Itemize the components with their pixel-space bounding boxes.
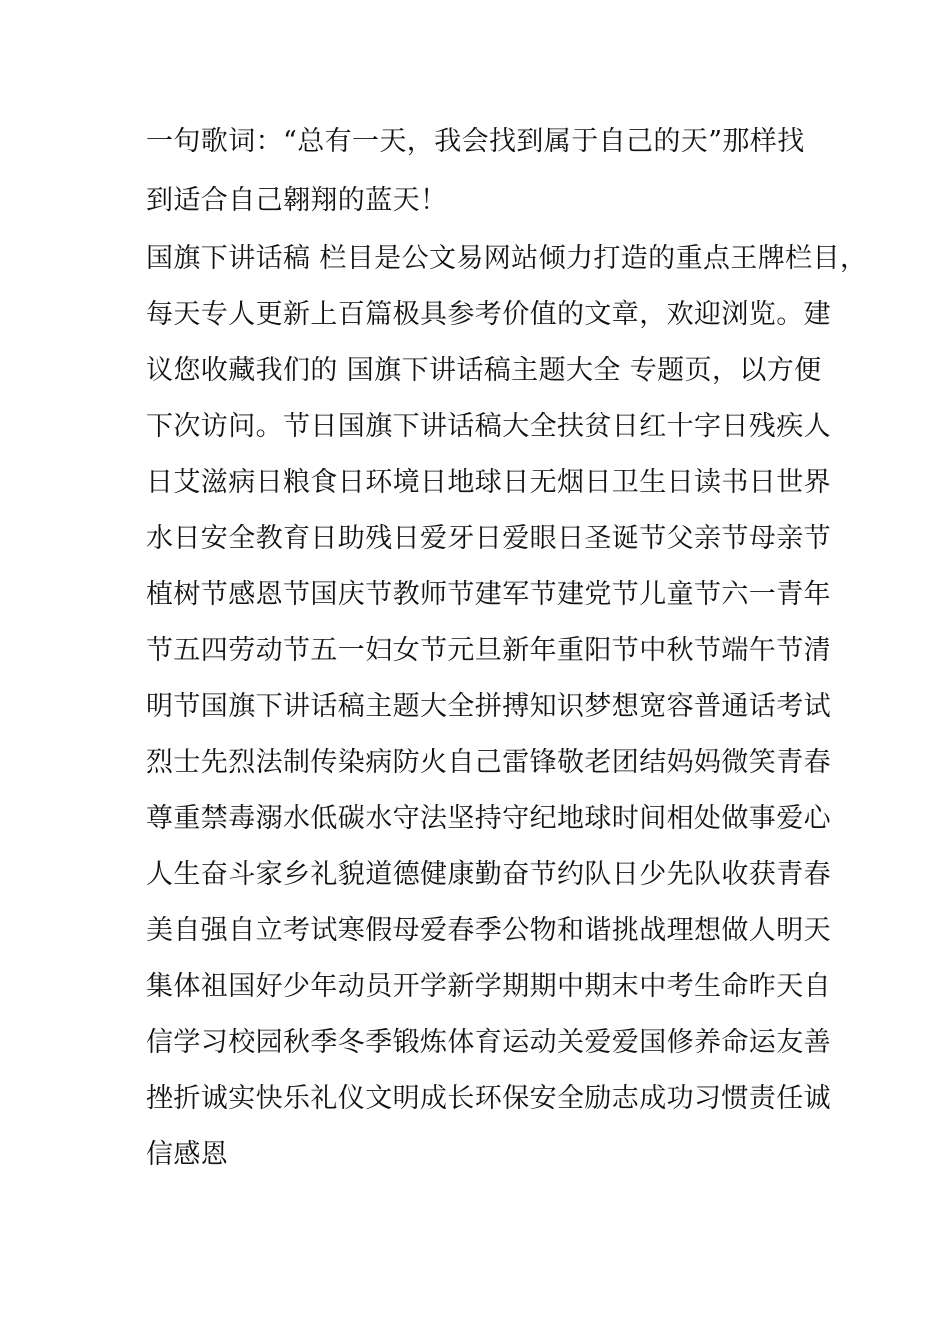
text-line: 议您收藏我们的 国旗下讲话稿主题大全 专题页，以方便 [146,355,822,386]
text-line: 国旗下讲话稿 栏目是公文易网站倾力打造的重点王牌栏目， [146,243,868,274]
text-line: 人生奋斗家乡礼貌道德健康勤奋节约队日少先队收获青春 [146,859,831,890]
text-line: 水日安全教育日助残日爱牙日爱眼日圣诞节父亲节母亲节 [146,523,831,554]
text-line: 每天专人更新上百篇极具参考价值的文章，欢迎浏览。建 [146,299,831,330]
text-line: 明节国旗下讲话稿主题大全拼搏知识梦想宽容普通话考试 [146,691,831,722]
text-line: 美自强自立考试寒假母爱春季公物和谐挑战理想做人明天 [146,915,831,946]
text-line: 到适合自己翱翔的蓝天！ [146,185,448,216]
text-line: 信感恩 [146,1139,229,1170]
text-line: 下次访问。节日国旗下讲话稿大全扶贫日红十字日残疾人 [146,411,831,442]
text-line: 挫折诚实快乐礼仪文明成长环保安全励志成功习惯责任诚 [146,1083,831,1114]
text-line: 烈士先烈法制传染病防火自己雷锋敬老团结妈妈微笑青春 [146,747,831,778]
text-line: 一句歌词：“总有一天，我会找到属于自己的天”那样找 [146,126,805,157]
text-line: 集体祖国好少年动员开学新学期期中期末中考生命昨天自 [146,971,831,1002]
text-line: 日艾滋病日粮食日环境日地球日无烟日卫生日读书日世界 [146,467,831,498]
text-line: 节五四劳动节五一妇女节元旦新年重阳节中秋节端午节清 [146,635,831,666]
text-line: 信学习校园秋季冬季锻炼体育运动关爱爱国修养命运友善 [146,1027,831,1058]
text-line: 植树节感恩节国庆节教师节建军节建党节儿童节六一青年 [146,579,831,610]
text-line: 尊重禁毒溺水低碳水守法坚持守纪地球时间相处做事爱心 [146,803,831,834]
